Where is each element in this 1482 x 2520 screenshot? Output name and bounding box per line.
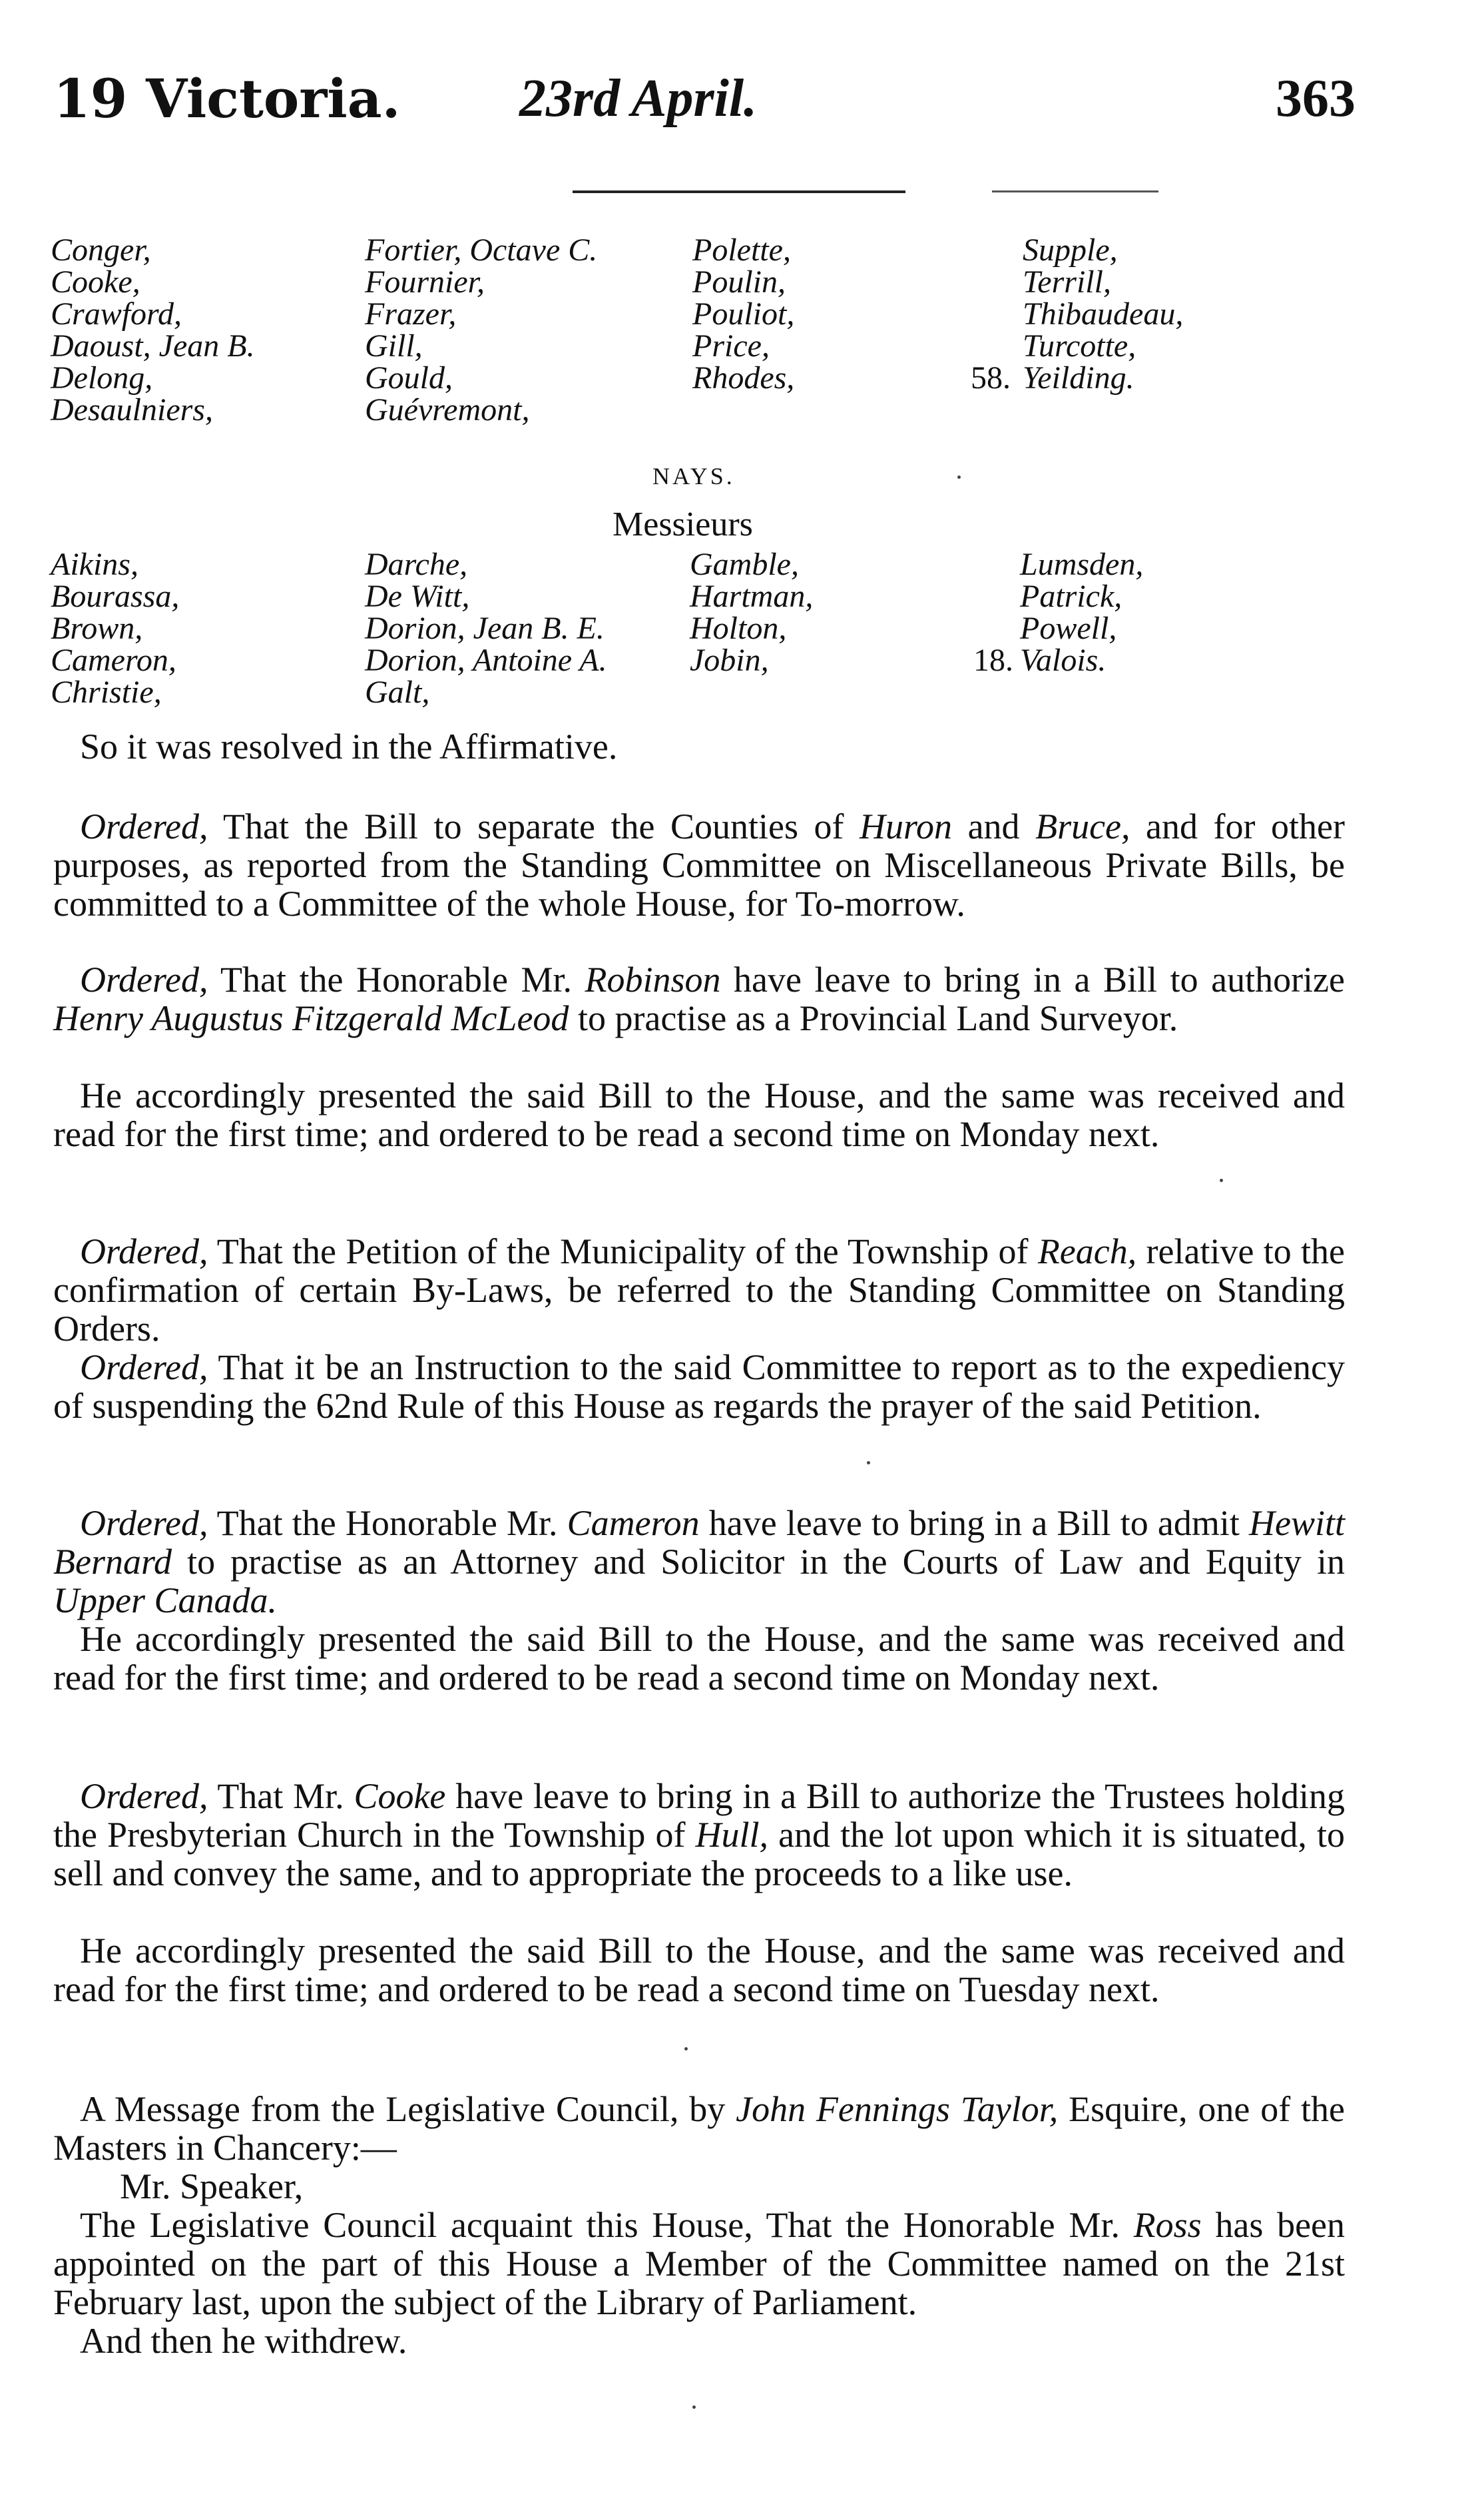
- member-name: Conger,: [51, 232, 151, 268]
- council-message: A Message from the Legislative Council, by John Fennings Taylor, Esquire, one of the Masters in Chancery:—: [53, 2089, 1346, 2168]
- nays-heading: NAYS.: [652, 463, 735, 489]
- council-acquaint: The Legislative Council acquaint this House, That the Honorable Mr. Ross has been appointed on the part of this House a Member of the Committee named on the 21st February last, upon the subject of the Library of Parliament.: [53, 2205, 1346, 2322]
- print-speck: [692, 2405, 696, 2409]
- member-name: Hartman,: [690, 579, 814, 614]
- header-rule: [573, 190, 905, 193]
- member-name: Gould,: [365, 360, 453, 396]
- withdrew-line: And then he withdrew.: [80, 2321, 407, 2361]
- nays-column-1: [51, 549, 179, 709]
- speaker-address: Mr. Speaker,: [120, 2166, 304, 2206]
- messieurs-heading: Messieurs: [613, 505, 753, 543]
- bernard-bill-reading: He accordingly presented the said Bill to the House, and the same was received and read for the first time; and ordered to be read a second time on Monday next.: [53, 1619, 1345, 1698]
- nays-total: [973, 645, 1013, 677]
- member-name: Bourassa,: [51, 579, 180, 614]
- page-date: 23rd April.: [519, 69, 758, 128]
- yeas-count: 58.: [971, 360, 1011, 396]
- member-name: Guévremont,: [365, 392, 530, 428]
- header-rule-right: [992, 190, 1158, 192]
- member-name: Yeilding.: [1023, 360, 1134, 396]
- member-name: Holton,: [690, 611, 787, 646]
- yeas-total: [971, 362, 1011, 394]
- member-name: Patrick,: [1020, 579, 1122, 614]
- member-name: Cameron,: [51, 643, 176, 678]
- member-name: Thibaudeau,: [1023, 296, 1184, 332]
- member-name: Polette,: [692, 232, 791, 268]
- member-name: Poulin,: [692, 264, 786, 300]
- member-name: Rhodes,: [692, 360, 795, 396]
- yeas-column-4: [1023, 234, 1183, 394]
- member-name: Brown,: [51, 611, 143, 646]
- member-name: Gamble,: [690, 547, 799, 582]
- order-huron-bruce: Ordered, That the Bill to separate the Counties of Huron and Bruce, and for other purposes, as reported from the Standing Committee on Miscellaneous Private Bills, be committed to a Committee of the whole House, for To-morrow.: [53, 806, 1346, 924]
- member-name: Crawford,: [51, 296, 182, 332]
- order-mcleod-bill: Ordered, That the Honorable Mr. Robinson have leave to bring in a Bill to authorize Henry Augustus Fitzgerald McLeod to practise as a Provincial Land Surveyor.: [53, 960, 1345, 1038]
- member-name: Fournier,: [365, 264, 485, 300]
- nays-column-3: [690, 549, 813, 677]
- nays-column-4: [1020, 549, 1143, 677]
- member-name: Aikins,: [51, 547, 138, 582]
- member-name: Powell,: [1020, 611, 1117, 646]
- nays-count: 18.: [973, 643, 1013, 678]
- member-name: Darche,: [365, 547, 468, 582]
- order-instruction: Ordered, That it be an Instruction to the said Committee to report as to the expediency of suspending the 62nd Rule of this House as regards the prayer of the said Petition.: [53, 1347, 1345, 1426]
- member-name: Dorion, Jean B. E.: [365, 611, 605, 646]
- member-name: De Witt,: [365, 579, 470, 614]
- member-name: Jobin,: [690, 643, 769, 678]
- member-name: Valois.: [1020, 643, 1107, 678]
- print-speck: [957, 475, 961, 479]
- member-name: Galt,: [365, 675, 430, 710]
- print-speck: [684, 2047, 688, 2050]
- hull-bill-reading: He accordingly presented the said Bill to the House, and the same was received and read for the first time; and ordered to be read a second time on Tuesday next.: [53, 1931, 1345, 2009]
- print-speck: [867, 1461, 870, 1464]
- member-name: Desaulniers,: [51, 392, 213, 428]
- member-name: Christie,: [51, 675, 162, 710]
- order-bernard-bill: Ordered, That the Honorable Mr. Cameron have leave to bring in a Bill to admit Hewitt Bernard to practise as an Attorney and Solicitor in the Courts of Law and Equity in Upper Canada.: [53, 1503, 1345, 1620]
- member-name: Gill,: [365, 328, 423, 364]
- member-name: Turcotte,: [1023, 328, 1136, 364]
- nays-column-2: [365, 549, 607, 709]
- order-hull-church-bill: Ordered, That Mr. Cooke have leave to bring in a Bill to authorize the Trustees holding the Presbyterian Church in the Township of Hull, and the lot upon which it is situated, to sell and convey the same, and to appropriate the proceeds to a like use.: [53, 1776, 1346, 1893]
- member-name: Daoust, Jean B.: [51, 328, 255, 364]
- member-name: Lumsden,: [1020, 547, 1144, 582]
- yeas-column-1: [51, 234, 255, 426]
- member-name: Terrill,: [1023, 264, 1111, 300]
- yeas-column-2: [365, 234, 597, 426]
- member-name: Frazer,: [365, 296, 457, 332]
- division-result: So it was resolved in the Affirmative.: [80, 727, 618, 767]
- member-name: Pouliot,: [692, 296, 795, 332]
- member-name: Delong,: [51, 360, 153, 396]
- member-name: Supple,: [1023, 232, 1118, 268]
- regnal-year: 19 Victoria.: [53, 67, 401, 130]
- member-name: Fortier, Octave C.: [365, 232, 598, 268]
- member-name: Price,: [692, 328, 770, 364]
- print-speck: [1220, 1179, 1223, 1182]
- order-reach-petition: Ordered, That the Petition of the Municipality of the Township of Reach, relative to the confirmation of certain By-Laws, be referred to the Standing Committee on Standing Orders.: [53, 1231, 1345, 1349]
- page-number: 363: [1276, 69, 1356, 128]
- yeas-column-3: [692, 234, 794, 394]
- mcleod-bill-reading: He accordingly presented the said Bill to the House, and the same was received and read for the first time; and ordered to be read a second time on Monday next.: [53, 1076, 1345, 1154]
- member-name: Cooke,: [51, 264, 140, 300]
- member-name: Dorion, Antoine A.: [365, 643, 607, 678]
